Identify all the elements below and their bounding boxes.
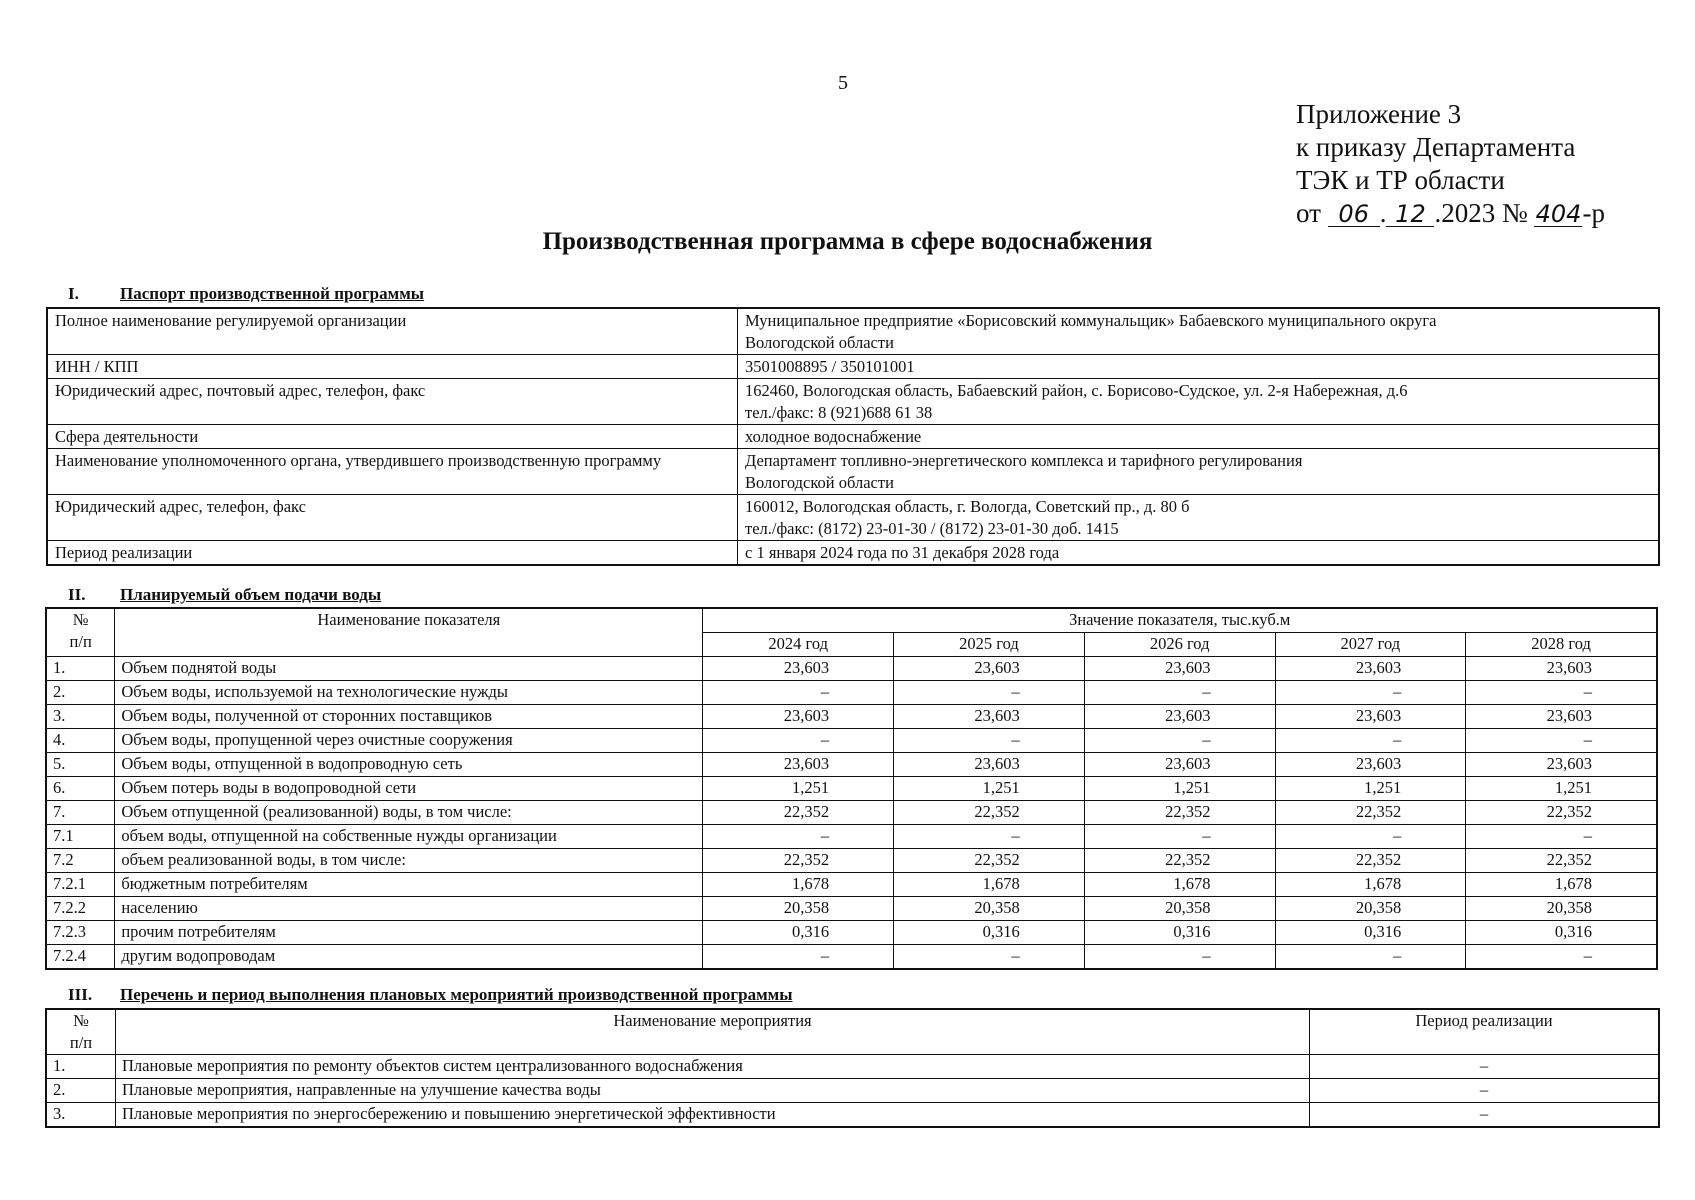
indicator-name: населению — [115, 897, 703, 921]
row-number: 6. — [46, 777, 115, 801]
row-number: 4. — [46, 729, 115, 753]
table-row — [46, 801, 1657, 825]
table-row — [46, 705, 1657, 729]
indicator-value: 20,358 — [1275, 897, 1466, 921]
year-header: 2024 год — [703, 633, 894, 657]
table-row — [46, 753, 1657, 777]
activity-period: – — [1310, 1079, 1660, 1103]
water-volume-table — [45, 607, 1658, 970]
indicator-value: 1,678 — [894, 873, 1085, 897]
table-row — [46, 849, 1657, 873]
handwritten-order-number: 404 — [1535, 200, 1582, 228]
indicator-value: – — [1466, 681, 1657, 705]
indicator-value: – — [894, 729, 1085, 753]
col-num-label: № — [72, 610, 89, 629]
section-1-heading — [68, 284, 424, 304]
handwritten-day: 06 — [1328, 202, 1380, 227]
appendix-line-3: ТЭК и ТР области — [1296, 165, 1505, 195]
table-row — [46, 1055, 1659, 1079]
passport-row — [47, 355, 1659, 379]
indicator-name: Объем потерь воды в водопроводной сети — [115, 777, 703, 801]
col-num-label-2: п/п — [69, 1033, 93, 1052]
indicator-value: – — [1084, 729, 1275, 753]
passport-label: Сфера деятельности — [47, 425, 738, 449]
passport-value — [738, 379, 1660, 425]
indicator-value: 23,603 — [703, 753, 894, 777]
activity-name: Плановые мероприятия по энергосбережению и повышению энергетической эффективности — [116, 1103, 1310, 1128]
indicator-value: 1,251 — [894, 777, 1085, 801]
page-number: 5 — [838, 72, 848, 94]
indicator-value: 0,316 — [1466, 921, 1657, 945]
passport-row — [47, 541, 1659, 566]
indicator-value: 23,603 — [1275, 705, 1466, 729]
order-suffix: -р — [1582, 198, 1605, 228]
indicator-value: – — [703, 945, 894, 970]
col-num-header — [46, 1009, 116, 1055]
indicator-value: – — [1275, 681, 1466, 705]
indicator-value: – — [1084, 825, 1275, 849]
row-number: 7.1 — [46, 825, 115, 849]
col-num-header — [46, 608, 115, 657]
indicator-value: 23,603 — [1275, 657, 1466, 681]
indicator-value: – — [703, 729, 894, 753]
indicator-name: Объем воды, используемой на технологические нужды — [115, 681, 703, 705]
passport-value-line-1: Департамент топливно-энергетического комплекса и тарифного регулирования — [745, 451, 1303, 470]
date-separator: . — [1379, 198, 1387, 228]
table-row — [46, 657, 1657, 681]
indicator-value: 22,352 — [894, 801, 1085, 825]
indicator-value: 23,603 — [894, 705, 1085, 729]
passport-value-line-1: 3501008895 / 350101001 — [745, 357, 915, 376]
indicator-value: 1,251 — [1275, 777, 1466, 801]
section-2-number: II. — [68, 585, 86, 604]
indicator-value: – — [894, 945, 1085, 970]
indicator-value: 23,603 — [894, 657, 1085, 681]
indicator-value: 22,352 — [1466, 801, 1657, 825]
col-name-header: Наименование показателя — [115, 608, 703, 657]
section-3-heading — [68, 985, 793, 1005]
passport-row — [47, 425, 1659, 449]
passport-label: Юридический адрес, телефон, факс — [47, 495, 738, 541]
table-row — [46, 777, 1657, 801]
indicator-value: 22,352 — [1275, 801, 1466, 825]
row-number: 2. — [46, 681, 115, 705]
passport-value-line-1: Муниципальное предприятие «Борисовский коммунальщик» Бабаевского муниципального округа — [745, 311, 1437, 330]
indicator-name: Объем воды, отпущенной в водопроводную сеть — [115, 753, 703, 777]
indicator-value: – — [1466, 825, 1657, 849]
col-period-header: Период реализации — [1310, 1009, 1660, 1055]
passport-value-line-2: Вологодской области — [745, 473, 894, 492]
passport-table — [46, 307, 1660, 566]
passport-row — [47, 308, 1659, 355]
section-3-title: Перечень и период выполнения плановых мероприятий производственной программы — [120, 985, 793, 1004]
indicator-name: Объем воды, пропущенной через очистные сооружения — [115, 729, 703, 753]
row-number: 7.2.1 — [46, 873, 115, 897]
indicator-value: 23,603 — [1084, 705, 1275, 729]
activity-period: – — [1310, 1055, 1660, 1079]
indicator-name: Объем поднятой воды — [115, 657, 703, 681]
indicator-value: 1,251 — [1466, 777, 1657, 801]
row-number: 7.2.4 — [46, 945, 115, 970]
table-row — [46, 1079, 1659, 1103]
row-number: 2. — [46, 1079, 116, 1103]
section-2-heading — [68, 585, 381, 605]
passport-value — [738, 495, 1660, 541]
passport-value — [738, 308, 1660, 355]
section-2-title: Планируемый объем подачи воды — [120, 585, 382, 604]
date-prefix: от — [1296, 198, 1321, 228]
passport-label: ИНН / КПП — [47, 355, 738, 379]
row-number: 1. — [46, 1055, 116, 1079]
row-number: 5. — [46, 753, 115, 777]
indicator-value: 23,603 — [703, 657, 894, 681]
indicator-value: – — [1466, 945, 1657, 970]
indicator-value: 1,251 — [703, 777, 894, 801]
indicator-value: 23,603 — [703, 705, 894, 729]
indicator-value: 22,352 — [703, 801, 894, 825]
year-header: 2027 год — [1275, 633, 1466, 657]
appendix-date-line — [1296, 197, 1605, 230]
row-number: 3. — [46, 705, 115, 729]
passport-row — [47, 379, 1659, 425]
indicator-value: 23,603 — [1084, 753, 1275, 777]
indicator-value: 1,678 — [1275, 873, 1466, 897]
appendix-block — [1296, 98, 1605, 230]
passport-row — [47, 449, 1659, 495]
col-activity-header: Наименование мероприятия — [116, 1009, 1310, 1055]
passport-value — [738, 355, 1660, 379]
indicator-value: 23,603 — [1466, 705, 1657, 729]
indicator-name: другим водопроводам — [115, 945, 703, 970]
indicator-value: 22,352 — [1084, 849, 1275, 873]
indicator-value: – — [1275, 825, 1466, 849]
section-3-number: III. — [68, 985, 93, 1004]
passport-value-line-1: 162460, Вологодская область, Бабаевский район, с. Борисово-Судское, ул. 2-я Набережная, д.6 — [745, 381, 1408, 400]
section-1-number: I. — [68, 284, 79, 303]
col-num-label: № — [73, 1011, 89, 1030]
appendix-line-2: к приказу Департамента — [1296, 132, 1576, 162]
table-row — [46, 897, 1657, 921]
indicator-value: 0,316 — [703, 921, 894, 945]
indicator-value: – — [1466, 729, 1657, 753]
section-1-title: Паспорт производственной программы — [120, 284, 425, 303]
passport-value-line-1: холодное водоснабжение — [745, 427, 922, 446]
indicator-value: 20,358 — [894, 897, 1085, 921]
passport-label: Полное наименование регулируемой организации — [47, 308, 738, 355]
col-num-label-2: п/п — [69, 632, 92, 651]
indicator-value: – — [1084, 681, 1275, 705]
indicator-value: 20,358 — [1084, 897, 1275, 921]
passport-row — [47, 495, 1659, 541]
indicator-value: 0,316 — [1084, 921, 1275, 945]
indicator-name: Объем воды, полученной от сторонних поставщиков — [115, 705, 703, 729]
activity-name: Плановые мероприятия, направленные на улучшение качества воды — [116, 1079, 1310, 1103]
indicator-value: – — [1275, 945, 1466, 970]
indicator-value: – — [703, 681, 894, 705]
col-value-header: Значение показателя, тыс.куб.м — [703, 608, 1657, 633]
passport-value-line-2: Вологодской области — [745, 333, 894, 352]
passport-value — [738, 425, 1660, 449]
indicator-value: 20,358 — [1466, 897, 1657, 921]
row-number: 3. — [46, 1103, 116, 1128]
indicator-name: прочим потребителям — [115, 921, 703, 945]
indicator-name: объем воды, отпущенной на собственные нужды организации — [115, 825, 703, 849]
passport-label: Наименование уполномоченного органа, утвердившего производственную программу — [47, 449, 738, 495]
indicator-value: 22,352 — [1084, 801, 1275, 825]
row-number: 7.2.2 — [46, 897, 115, 921]
row-number: 7.2.3 — [46, 921, 115, 945]
year-header: 2028 год — [1466, 633, 1657, 657]
activities-table — [45, 1008, 1660, 1128]
table-row — [46, 825, 1657, 849]
passport-value — [738, 541, 1660, 566]
table-row — [46, 681, 1657, 705]
table-row — [46, 873, 1657, 897]
indicator-value: 0,316 — [894, 921, 1085, 945]
year-header: 2026 год — [1084, 633, 1275, 657]
indicator-value: – — [703, 825, 894, 849]
passport-label: Период реализации — [47, 541, 738, 566]
document-title: Производственная программа в сфере водоснабжения — [542, 228, 1153, 255]
indicator-value: 23,603 — [1466, 753, 1657, 777]
indicator-value: 1,678 — [1466, 873, 1657, 897]
indicator-value: – — [894, 681, 1085, 705]
indicator-value: 23,603 — [894, 753, 1085, 777]
passport-value-line-2: тел./факс: 8 (921)688 61 38 — [745, 403, 933, 422]
indicator-value: 23,603 — [1275, 753, 1466, 777]
indicator-value: 22,352 — [894, 849, 1085, 873]
year-header: 2025 год — [894, 633, 1085, 657]
row-number: 1. — [46, 657, 115, 681]
row-number: 7. — [46, 801, 115, 825]
passport-label: Юридический адрес, почтовый адрес, телефон, факс — [47, 379, 738, 425]
indicator-value: 23,603 — [1466, 657, 1657, 681]
indicator-value: 22,352 — [1275, 849, 1466, 873]
indicator-value: 23,603 — [1084, 657, 1275, 681]
passport-value-line-1: 160012, Вологодская область, г. Вологда, Советский пр., д. 80 б — [745, 497, 1190, 516]
passport-value — [738, 449, 1660, 495]
indicator-value: 20,358 — [703, 897, 894, 921]
table-row — [46, 1103, 1659, 1128]
table-row — [46, 921, 1657, 945]
indicator-value: 0,316 — [1275, 921, 1466, 945]
row-number: 7.2 — [46, 849, 115, 873]
date-year: .2023 № — [1434, 198, 1528, 228]
indicator-value: 1,678 — [1084, 873, 1275, 897]
indicator-name: объем реализованной воды, в том числе: — [115, 849, 703, 873]
passport-value-line-1: с 1 января 2024 года по 31 декабря 2028 года — [745, 543, 1060, 562]
activity-name: Плановые мероприятия по ремонту объектов систем централизованного водоснабжения — [116, 1055, 1310, 1079]
indicator-value: – — [894, 825, 1085, 849]
indicator-name: Объем отпущенной (реализованной) воды, в том числе: — [115, 801, 703, 825]
indicator-name: бюджетным потребителям — [115, 873, 703, 897]
indicator-value: 1,678 — [703, 873, 894, 897]
indicator-value: 22,352 — [1466, 849, 1657, 873]
activity-period: – — [1310, 1103, 1660, 1128]
appendix-line-1: Приложение 3 — [1296, 99, 1462, 129]
indicator-value: 22,352 — [703, 849, 894, 873]
table-row — [46, 729, 1657, 753]
indicator-value: – — [1084, 945, 1275, 970]
table-row — [46, 945, 1657, 970]
passport-value-line-2: тел./факс: (8172) 23-01-30 / (8172) 23-01-30 доб. 1415 — [745, 519, 1119, 538]
indicator-value: – — [1275, 729, 1466, 753]
indicator-value: 1,251 — [1084, 777, 1275, 801]
handwritten-month: 12 — [1386, 202, 1434, 227]
